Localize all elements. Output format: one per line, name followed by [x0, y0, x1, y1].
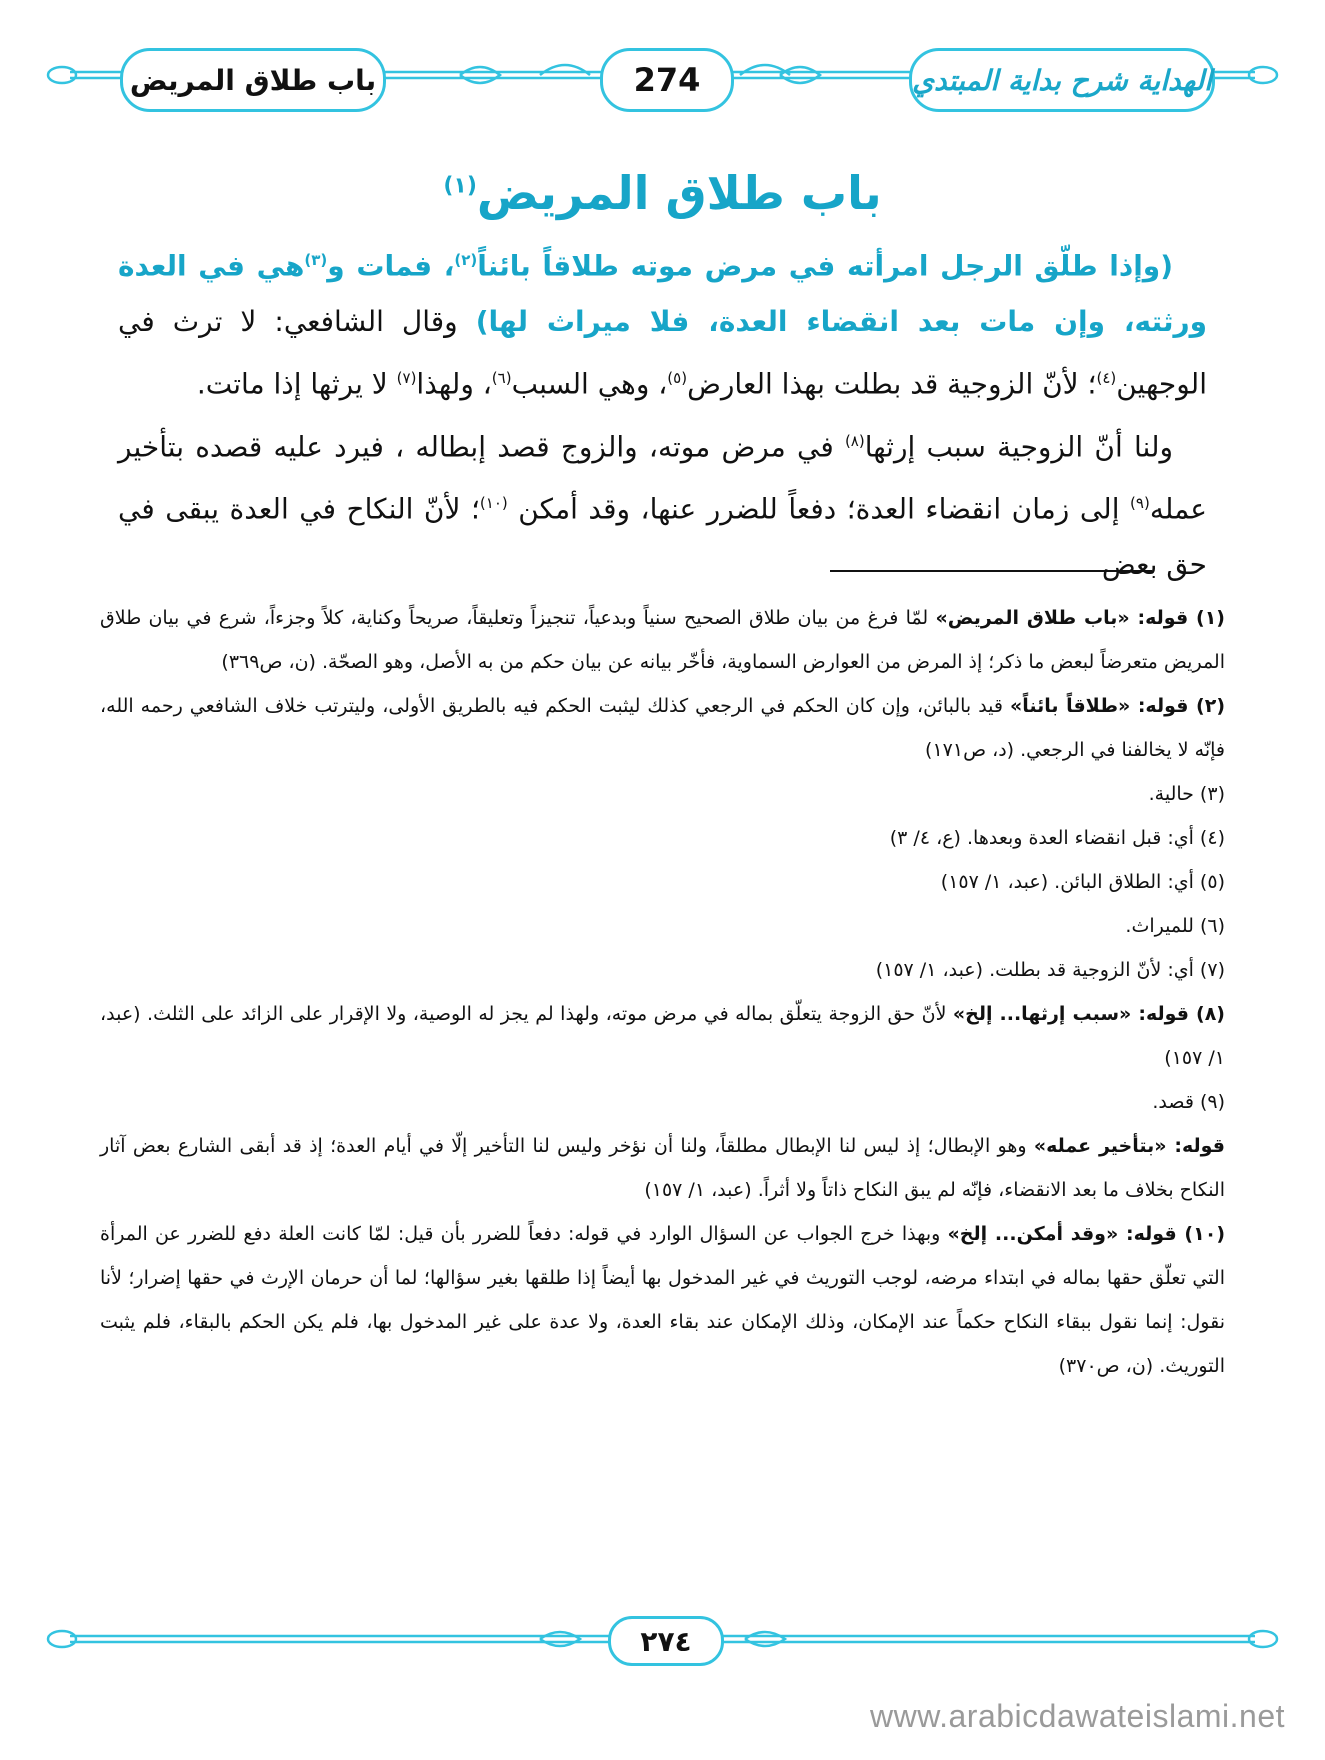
fn9b-lemma: قوله: «بتأخير عمله»: [1033, 1135, 1225, 1157]
footnote-3: (٣) حالية.: [1148, 783, 1225, 805]
ref-2: (٢): [454, 251, 478, 269]
ref-10: (١٠): [479, 493, 508, 512]
page-number-text: 274: [633, 61, 701, 99]
ref-6: (٦): [491, 369, 512, 388]
fn1-lemma: «باب طلاق المريض»: [935, 607, 1130, 629]
fn1-num: (١) قوله:: [1129, 607, 1225, 629]
header-chapter: [120, 48, 386, 112]
footnote-4: (٤) أي: قبل انقضاء العدة وبعدها. (ع، ٤/ ٣): [889, 827, 1225, 849]
header-book-title: [909, 48, 1215, 112]
chapter-heading: [118, 166, 1207, 220]
fn8-lemma: «سبب إرثها... إلخ»: [952, 1003, 1132, 1025]
ref-3: (٣): [304, 251, 328, 269]
chapter-heading-text: باب طلاق المريض: [476, 166, 882, 220]
fn2-text: قيد بالبائن، وإن كان الحكم في الرجعي كذلك ليثبت الحكم فيه بالطريق الأولى، وليترتب خلاف الشافعي رحمه الله، فإنّه لا يخالفنا في الرجعي. (د، ص١٧١): [100, 695, 1225, 761]
footer-page-number-text: ٢٧٤: [640, 1624, 692, 1658]
fn9b-text: وهو الإبطال؛ إذ ليس لنا الإبطال مطلقاً، ولنا أن نؤخر وليس لنا التأخير إلّا في أيام العدة؛ إذ قد أبقى الشارع بعض آثار النكاح بخلاف ما بعد الانقضاء، فإنّه لم يبق النكاح ذاتاً ولا أثراً. (عبد، ١/ ١٥٧): [100, 1135, 1225, 1201]
footnote-9b: [100, 1124, 1225, 1212]
fn2-lemma: «طلاقاً بائناً»: [1009, 695, 1131, 717]
sharh-e: لا يرثها إذا ماتت.: [196, 367, 397, 401]
footnote-2: [100, 684, 1225, 772]
chapter-heading-ref: (١): [443, 173, 477, 199]
paragraph-2: [118, 413, 1207, 594]
fn1-text: لمّا فرغ من بيان طلاق الصحيح سنياً وبدعياً، تنجيزاً وتعليقاً، صريحاً وكناية، كلاً وجزءاً، شرع في بيان طلاق المريض متعرضاً لبعض ما ذكر؛ إذ المرض من العوارض السماوية، فأخّر بيانه عن بيان حكم من به الأصل، وهو الصحّة. (ن، ص٣٦٩): [100, 607, 1225, 673]
fn10-num: (١٠) قوله:: [1118, 1223, 1225, 1245]
ref-5: (٥): [667, 369, 688, 388]
sharh-a: وقال الشافعي: لا ترث في الوجهين: [118, 305, 1207, 401]
sharh-b: ؛ لأنّ الزوجية قد بطلت بهذا العارض: [687, 367, 1097, 401]
matn-close: ): [475, 305, 489, 339]
ref-9: (٩): [1130, 493, 1150, 512]
fn10-text: وبهذا خرج الجواب عن السؤال الوارد في قوله: دفعاً للضرر بأن قيل: لمّا كانت العلة دفع للضرر عن المرأة التي تعلّق حقها بماله في ابتداء مرضه، لوجب التوريث في غير المدخول بها أيضاً إذا طلقها بغير سؤالها؛ لما أن حرمان الإرث في حقها إضرار؛ لأنا نقول: إنما نقول ببقاء النكاح حكماً عند الإمكان، وذلك الإمكان عند بقاء العدة، ولا عدة على غير المدخول بها، فلم يكن الحكم بالبقاء، فلم يثبت التوريث. (ن، ص٣٧٠): [100, 1223, 1225, 1377]
p2-d: ؛ لأنّ النكاح في العدة يبقى في حق بعض: [118, 492, 1207, 582]
header-page-number: [600, 48, 734, 112]
paragraph-1: [118, 232, 1207, 413]
p2-b: في مرض موته، والزوج قصد إبطاله ، فيرد عليه قصده بتأخير عمله: [118, 429, 1207, 526]
fn8-text: لأنّ حق الزوجة يتعلّق بماله في مرض موته، ولهذا لم يجز له الوصية، ولا الإقرار على الزائد على الثلث. (عبد، ١/ ١٥٧): [100, 1003, 1225, 1069]
matn-c: هي في العدة ورثته، وإن مات بعد انقضاء العدة، فلا ميراث لها: [118, 249, 1207, 339]
footer-page-number: [608, 1616, 724, 1666]
footnote-divider: [830, 570, 1152, 572]
footnote-6: (٦) للميراث.: [1125, 915, 1225, 937]
chapter-text: باب طلاق المريض: [129, 63, 377, 97]
page-header: [40, 38, 1285, 122]
ref-8: (٨): [844, 431, 865, 450]
footnotes: [100, 596, 1225, 1388]
fn2-num: (٢) قوله:: [1130, 695, 1225, 717]
footnote-8: [100, 992, 1225, 1080]
p2-a: ولنا أنّ الزوجية سبب إرثها: [864, 429, 1173, 463]
footnote-5: (٥) أي: الطلاق البائن. (عبد، ١/ ١٥٧): [940, 871, 1225, 893]
main-content: [118, 150, 1207, 593]
matn-open: (: [1160, 249, 1173, 283]
website-url[interactable]: www.arabicdawateislami.net: [870, 1698, 1285, 1734]
fn10-lemma: «وقد أمكن... إلخ»: [947, 1223, 1119, 1245]
footnote-10: [100, 1212, 1225, 1388]
matn-b: ، فمات و: [327, 249, 455, 283]
sharh-c: ، وهي السبب: [511, 367, 668, 401]
ref-4: (٤): [1096, 369, 1117, 388]
footnote-9: (٩) قصد.: [1152, 1091, 1225, 1113]
book-title-text: الهداية شرح بداية المبتدي: [912, 63, 1212, 97]
page-footer: [40, 1612, 1285, 1668]
ref-7: (٧): [396, 369, 417, 388]
fn8-num: (٨) قوله:: [1131, 1003, 1225, 1025]
footnote-1: [100, 596, 1225, 684]
matn-a: وإذا طلّق الرجل امرأته في مرض موته طلاقاً بائناً: [477, 249, 1161, 283]
sharh-d: ، ولهذا: [416, 367, 492, 401]
p2-c: إلى زمان انقضاء العدة؛ دفعاً للضرر عنها، وقد أمكن: [507, 492, 1131, 526]
footnote-7: (٧) أي: لأنّ الزوجية قد بطلت. (عبد، ١/ ١٥٧): [875, 959, 1225, 981]
